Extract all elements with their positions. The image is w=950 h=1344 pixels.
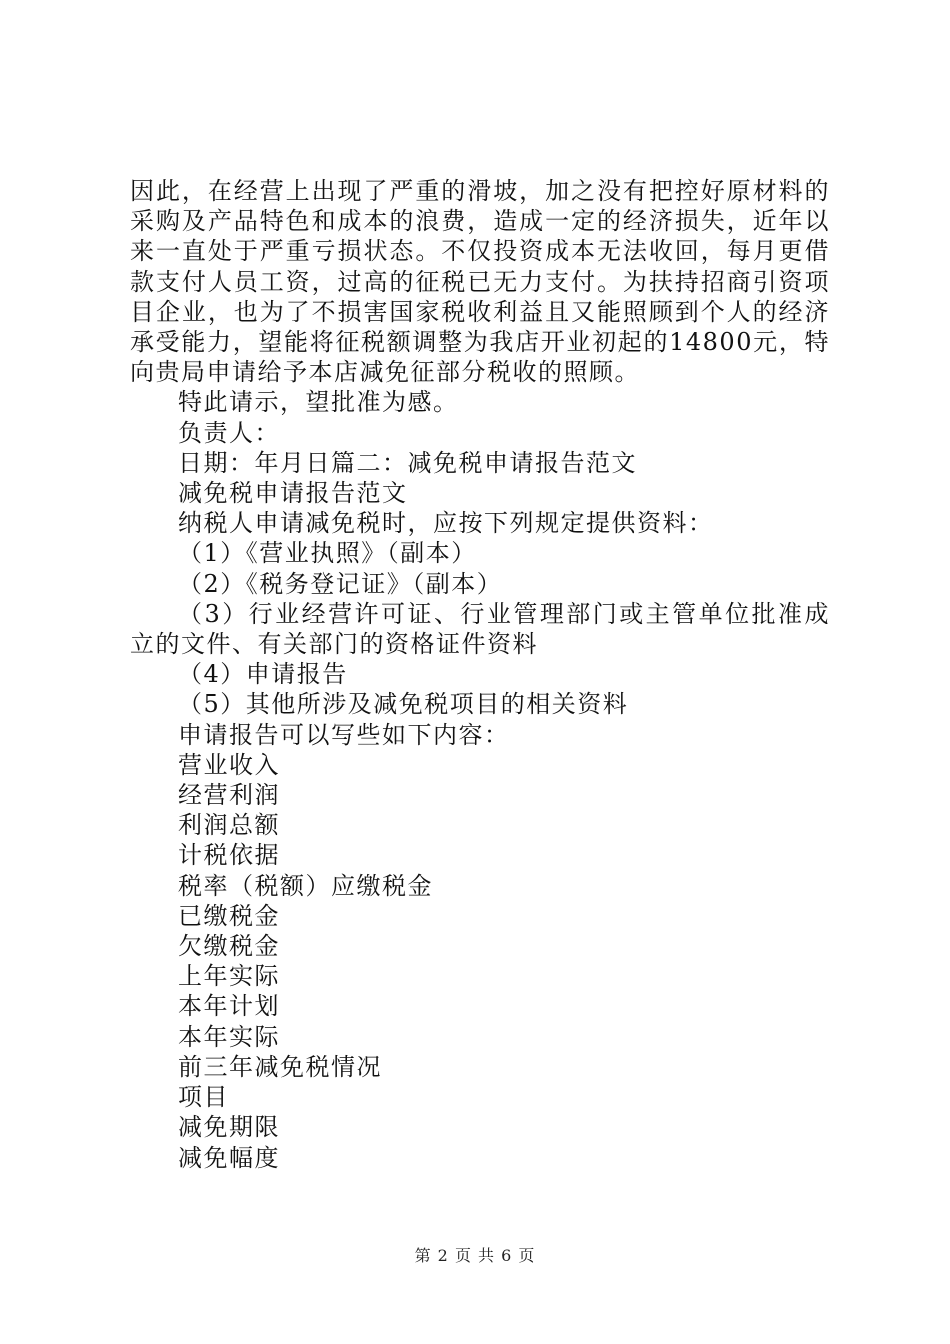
list-item: 上年实际 <box>178 962 280 991</box>
list-item: 欠缴税金 <box>178 932 280 961</box>
paragraph-date: 日期：年月日篇二：减免税申请报告范文 <box>178 448 637 477</box>
list-item: （4）申请报告 <box>178 660 348 689</box>
list-item: 减免幅度 <box>178 1143 280 1172</box>
list-item: 经营利润 <box>178 781 280 810</box>
paragraph-requirements: 纳税人申请减免税时，应按下列规定提供资料： <box>178 509 714 538</box>
list-item: （1）《营业执照》（副本） <box>178 539 477 568</box>
list-item: 营业收入 <box>178 750 280 779</box>
list-item: 已缴税金 <box>178 901 280 930</box>
paragraph-report-content: 申请报告可以写些如下内容： <box>178 720 510 749</box>
list-item: 计税依据 <box>178 841 280 870</box>
paragraph-request: 特此请示，望批准为感。 <box>178 388 459 417</box>
list-item: （2）《税务登记证》（副本） <box>178 569 503 598</box>
page-number-footer: 第 2 页 共 6 页 <box>414 1246 536 1265</box>
paragraph-intro: 因此，在经营上出现了严重的滑坡，加之没有把控好原材料的采购及产品特色和成本的浪费，造成一定的经济损失，近年以来一直处于严重亏损状态。不仅投资成本无法收回，每月更借款支付人员工资，过高的征税已无力支付。为扶持招商引资项目企业，也为了不损害国家税收利益且又能照顾到个人的经济承受能力，望能将征税额调整为我店开业初起的14800元，特向贵局申请给予本店减免征部分税收的照顾。 <box>130 177 830 387</box>
list-item: 利润总额 <box>178 811 280 840</box>
paragraph-responsible: 负责人： <box>178 418 280 447</box>
list-item: 本年计划 <box>178 992 280 1021</box>
document-body <box>130 176 830 1173</box>
list-item: 税率（税额）应缴税金 <box>178 871 433 900</box>
paragraph-subtitle: 减免税申请报告范文 <box>178 479 408 508</box>
list-item: 本年实际 <box>178 1022 280 1051</box>
list-item: 减免期限 <box>178 1113 280 1142</box>
list-item: 前三年减免税情况 <box>178 1052 382 1081</box>
list-item: （3）行业经营许可证、行业管理部门或主管单位批准成立的文件、有关部门的资格证件资料 <box>130 599 830 659</box>
list-item: 项目 <box>178 1083 229 1112</box>
list-item: （5）其他所涉及减免税项目的相关资料 <box>178 690 629 719</box>
